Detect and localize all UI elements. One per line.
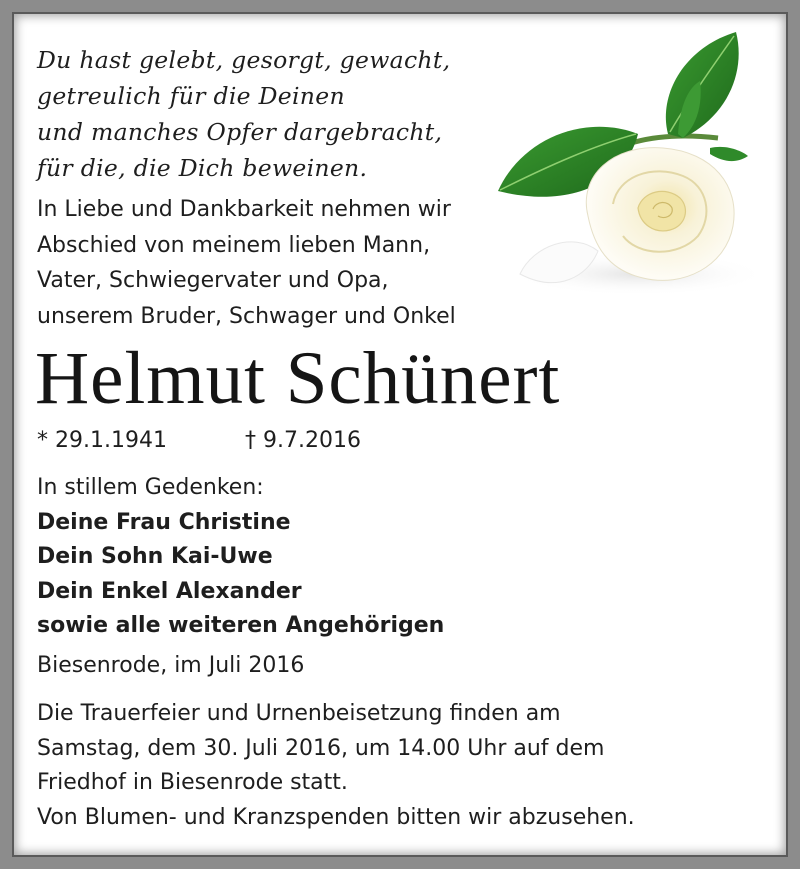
birth-date: * 29.1.1941 <box>37 428 167 453</box>
mourner-name: Deine Frau Christine <box>37 509 291 535</box>
life-dates <box>37 426 361 456</box>
funeral-info <box>37 697 635 835</box>
intro-line: Vater, Schwiegervater und Opa, <box>37 268 389 293</box>
funeral-line: Friedhof in Biesenrode statt. <box>37 770 348 795</box>
mourner-name: sowie alle weiteren Angehörigen <box>37 613 445 638</box>
mourner-name: Dein Enkel Alexander <box>37 578 302 604</box>
funeral-line: Samstag, dem 30. Juli 2016, um 14.00 Uhr auf dem <box>37 735 605 761</box>
memorial-poem <box>37 42 450 186</box>
poem-line: getreulich für die Deinen <box>37 82 345 110</box>
poem-line: Du hast gelebt, gesorgt, gewacht, <box>37 46 451 74</box>
intro-line: Abschied von meinem lieben Mann, <box>37 232 431 258</box>
mourners-heading: In stillem Gedenken: <box>37 475 264 500</box>
intro-line: unserem Bruder, Schwager und Onkel <box>37 303 456 329</box>
mourners-block <box>37 471 444 644</box>
place-and-date: Biesenrode, im Juli 2016 <box>37 653 305 678</box>
death-date: † 9.7.2016 <box>245 428 361 453</box>
mourner-name: Dein Sohn Kai-Uwe <box>37 544 273 569</box>
funeral-line: Die Trauerfeier und Urnenbeisetzung finden am <box>37 701 561 726</box>
poem-line: für die, die Dich beweinen. <box>37 154 368 182</box>
farewell-intro <box>37 192 456 334</box>
white-rose-icon <box>478 26 778 316</box>
intro-line: In Liebe und Dankbarkeit nehmen wir <box>37 197 451 222</box>
poem-line: und manches Opfer dargebracht, <box>37 118 443 146</box>
deceased-name: Helmut Schünert <box>35 337 561 420</box>
funeral-line: Von Blumen- und Kranzspenden bitten wir abzusehen. <box>37 804 635 830</box>
